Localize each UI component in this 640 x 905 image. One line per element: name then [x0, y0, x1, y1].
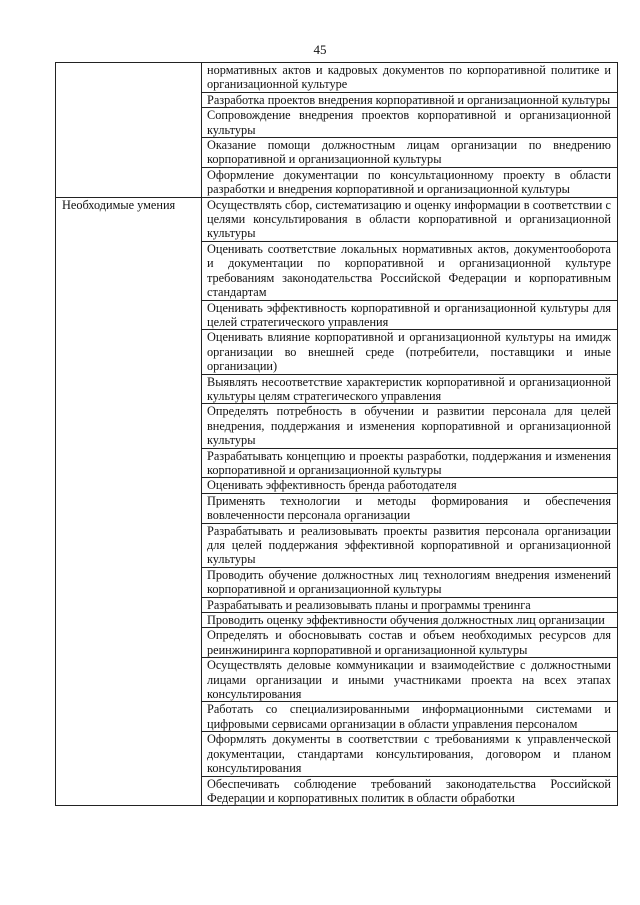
list-item: [202, 567, 618, 597]
list-item: [202, 702, 618, 732]
list-item: [202, 493, 618, 523]
item-text: Проводить оценку эффективности обучения должностных лиц организации: [207, 613, 605, 628]
list-item: [202, 374, 618, 404]
item-text: Осуществлять деловые коммуникации и взаимодействие с должностными лицами организации и иными участниками проекта на всех этапах консультирования: [207, 658, 611, 702]
list-item: [202, 138, 618, 168]
item-text: Разрабатывать и реализовывать планы и программы тренинга: [207, 597, 531, 612]
item-text: Применять технологии и методы формирования и обеспечения вовлеченности персонала организации: [207, 493, 611, 523]
list-item: [202, 330, 618, 374]
list-item: [202, 92, 618, 107]
item-text: Сопровождение внедрения проектов корпоративной и организационной культуры: [207, 108, 611, 137]
item-text: Оформлять документы в соответствии с требованиями к управленческой документации, стандартами консультирования, договором и планом консультирования: [207, 732, 611, 776]
item-text: Оформление документации по консультационному проекту в области разработки и внедрения корпоративной и организационной культуры: [207, 167, 611, 197]
item-text: Обеспечивать соблюдение требований законодательства Российской Федерации и корпоративных политик в области обработки: [207, 776, 611, 805]
item-text: Осуществлять сбор, систематизацию и оценку информации в соответствии с целями консультирования в области корпоративной и организационной культуры: [207, 197, 611, 241]
item-text: Оценивать соответствие локальных нормативных актов, документооборота и документации по корпоративной и организационной культуре требованиям законодательства Российской Федерации и корпоративным стандартам: [207, 241, 611, 300]
list-item: [202, 597, 618, 612]
list-item: [202, 613, 618, 628]
list-item: [202, 732, 618, 776]
item-text: Работать со специализированными информационными системами и цифровыми сервисами организации в области управления персоналом: [207, 702, 611, 731]
item-text: Оценивать эффективность бренда работодателя: [207, 478, 457, 493]
item-text: Проводить обучение должностных лиц технологиям внедрения изменений корпоративной и организационной культуры: [207, 567, 611, 597]
list-item: [202, 241, 618, 300]
item-text: Определять и обосновывать состав и объем необходимых ресурсов для реинжиниринга корпоративной и организационной культуры: [207, 628, 611, 657]
item-text: Разработка проектов внедрения корпоративной и организационной культуры: [207, 92, 611, 107]
item-text: Оценивать влияние корпоративной и организационной культуры на имидж организации во внешней среде (потребители, поставщики и иные организации): [207, 330, 611, 374]
item-text: Оценивать эффективность корпоративной и организационной культуры для целей стратегического управления: [207, 300, 611, 329]
item-text: нормативных актов и кадровых документов по корпоративной политике и организационной культуре: [207, 63, 611, 92]
section-label: Необходимые умения: [62, 197, 176, 212]
list-item: [202, 658, 618, 702]
list-item: [202, 63, 618, 93]
list-item: [202, 300, 618, 330]
label-cell-empty: [56, 63, 202, 198]
section-label-cell: [56, 197, 202, 806]
item-text: Выявлять несоответствие характеристик корпоративной и организационной культуры целям стратегического управления: [207, 374, 611, 403]
list-item: [202, 404, 618, 448]
list-item: [202, 167, 618, 197]
list-item: [202, 448, 618, 478]
item-text: Оказание помощи должностным лицам организации по внедрению корпоративной и организационной культуры: [207, 138, 611, 167]
item-text: Определять потребность в обучении и развитии персонала для целей внедрения, поддержания и изменения корпоративной и организационной культуры: [207, 404, 611, 448]
item-text: Разрабатывать концепцию и проекты разработки, поддержания и изменения корпоративной и организационной культуры: [207, 448, 611, 477]
list-item: [202, 523, 618, 567]
list-item: [202, 197, 618, 241]
requirements-table-main: [55, 62, 618, 806]
list-item: [202, 776, 618, 806]
item-text: Разрабатывать и реализовывать проекты развития персонала организации для целей поддержания эффективной корпоративной и организационной культуры: [207, 523, 611, 567]
list-item: [202, 478, 618, 493]
page-number: 45: [313, 42, 327, 57]
list-item: [202, 108, 618, 138]
list-item: [202, 628, 618, 658]
